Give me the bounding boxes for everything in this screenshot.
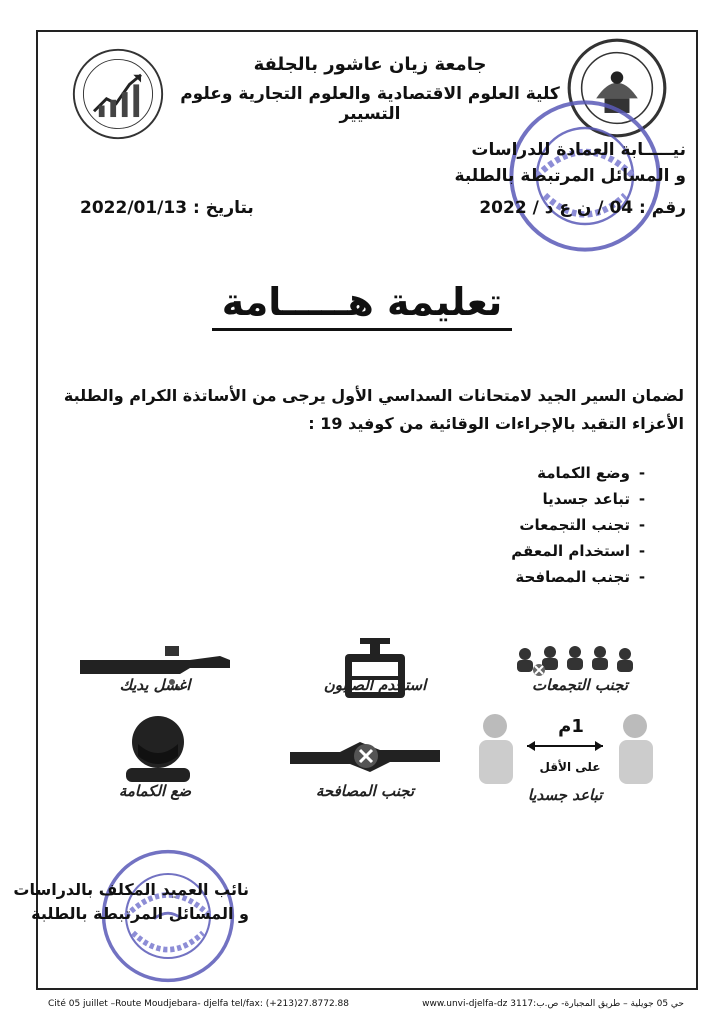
signature-line-1: نائب العميد المكلف بالدراسات	[13, 880, 249, 899]
university-name: جامعة زيان عاشور بالجلفة	[253, 54, 487, 75]
gatherings-caption: تجنب التجمعات	[532, 676, 628, 694]
list-item: -استخدام المعقم	[511, 542, 646, 560]
mask-icon	[70, 712, 240, 782]
wash-hands-caption: اغسل يديك	[119, 676, 191, 694]
signature-line-2: و المسائل المرتبطة بالطلبة	[31, 904, 249, 923]
list-item: -وضع الكمامة	[537, 464, 646, 482]
distance-caption: تباعد جسديا	[527, 786, 603, 804]
distance-label: 1م	[558, 716, 584, 737]
document-date: بتاريخ : 2022/01/13	[80, 198, 254, 218]
list-item: -تباعد جسديا	[542, 490, 646, 508]
footer-address-ar: حي 05 جويلية – طريق المجبارة- ص.ب:3117 www.unvi-djelfa-dz	[422, 999, 684, 1009]
document-title-text: تعليمة هـــــامة	[212, 280, 513, 331]
measures-list	[511, 460, 654, 590]
soap-caption: استخدم الصابون	[323, 676, 427, 694]
gatherings-icon	[495, 640, 665, 710]
list-item: -تجنب التجمعات	[519, 516, 646, 534]
handshake-caption: تجنب المصافحة	[315, 782, 415, 800]
document-title	[0, 280, 724, 324]
department-line-1: نيـــــابة العمادة للدراسات	[471, 140, 686, 160]
footer-address-fr: Cité 05 juillet –Route Moudjebara- djelfa tel/fax: (+213)27.8772.88	[48, 999, 349, 1009]
wash-hands-icon	[70, 640, 240, 710]
list-item: -تجنب المصافحة	[515, 568, 646, 586]
department-line-2: و المسائل المرتبطة بالطلبة	[454, 166, 686, 186]
mask-caption: ضع الكمامة	[118, 782, 192, 800]
distance-sub-label: على الأقل	[539, 760, 601, 774]
intro-paragraph: لضمان السير الجيد لامتحانات السداسي الأول يرجى من الأساتذة الكرام والطلبة الأعزاء التقيد بالإجراءات الوقائية من كوفيد 19 :	[63, 386, 684, 433]
faculty-logo-icon	[70, 46, 166, 142]
reference-number: رقم : 04 / ن ع د / 2022	[479, 198, 686, 218]
faculty-name: كلية العلوم الاقتصادية والعلوم التجارية وعلوم التسيير	[180, 84, 560, 124]
